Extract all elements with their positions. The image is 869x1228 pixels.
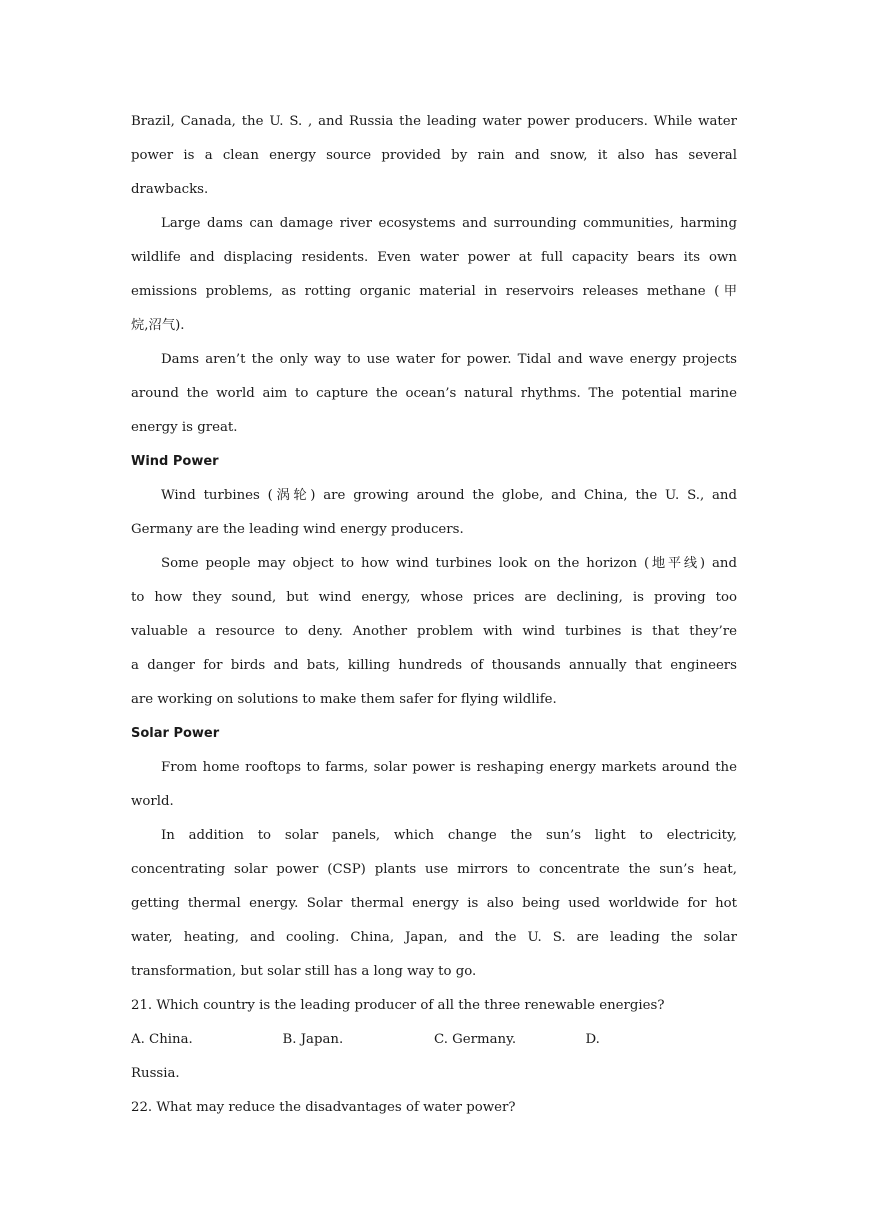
section-heading-wind: Wind Power	[131, 454, 219, 469]
text-line: water, heating, and cooling. China, Japan, and the U. S. are leading the solar	[131, 930, 737, 945]
text-line: Dams aren’t the only way to use water for power. Tidal and wave energy projects	[161, 352, 737, 367]
paragraph-solar-csp	[131, 819, 737, 989]
section-heading-solar: Solar Power	[131, 726, 220, 741]
question-text: 22. What may reduce the disadvantages of water power?	[131, 1100, 516, 1115]
text-line: 烷,沼气).	[131, 318, 185, 333]
text-line: valuable a resource to deny. Another problem with wind turbines is that they’re	[131, 624, 737, 639]
option-d-text: Russia.	[131, 1066, 180, 1081]
text-line: Germany are the leading wind energy producers.	[131, 522, 464, 537]
text-line: Brazil, Canada, the U. S. , and Russia the leading water power producers. While water	[131, 114, 737, 129]
text-line: Large dams can damage river ecosystems and surrounding communities, harming	[161, 216, 737, 231]
text-line: wildlife and displacing residents. Even water power at full capacity bears its own	[131, 250, 737, 265]
paragraph-wind-turbines	[131, 479, 737, 547]
question-21	[131, 989, 737, 1091]
paragraph-wind-objections	[131, 547, 737, 717]
text-line: power is a clean energy source provided by rain and snow, it also has several	[131, 148, 737, 163]
paragraph-water-producers	[131, 105, 737, 207]
text-line: From home rooftops to farms, solar power is reshaping energy markets around the	[161, 760, 737, 775]
text-line: emissions problems, as rotting organic material in reservoirs releases methane (甲	[131, 284, 737, 299]
text-line: are working on solutions to make them safer for flying wildlife.	[131, 692, 557, 707]
option-c: C. Germany.	[434, 1032, 517, 1047]
text-line: Wind turbines (涡轮) are growing around the globe, and China, the U. S., and	[161, 488, 737, 503]
text-line: transformation, but solar still has a long way to go.	[131, 964, 477, 979]
text-line: drawbacks.	[131, 182, 209, 197]
question-text: 21. Which country is the leading producer of all the three renewable energies?	[131, 998, 665, 1013]
text-line: to how they sound, but wind energy, whose prices are declining, is proving too	[131, 590, 737, 605]
text-line: energy is great.	[131, 420, 238, 435]
text-line: Some people may object to how wind turbines look on the horizon (地平线) and	[161, 556, 737, 571]
option-a: A. China.	[131, 1032, 193, 1047]
text-line: concentrating solar power (CSP) plants use mirrors to concentrate the sun’s heat,	[131, 862, 737, 877]
answer-options	[131, 1023, 737, 1057]
paragraph-large-dams	[131, 207, 737, 343]
text-line: getting thermal energy. Solar thermal energy is also being used worldwide for hot	[131, 896, 737, 911]
question-22	[131, 1091, 737, 1125]
article-body	[131, 105, 737, 1125]
option-b: B. Japan.	[282, 1032, 344, 1047]
paragraph-solar-rooftops	[131, 751, 737, 819]
option-d: D.	[585, 1032, 600, 1047]
text-line: around the world aim to capture the ocean’s natural rhythms. The potential marine	[131, 386, 737, 401]
paragraph-tidal-wave	[131, 343, 737, 445]
text-line: a danger for birds and bats, killing hundreds of thousands annually that engineers	[131, 658, 737, 673]
text-line: world.	[131, 794, 174, 809]
text-line: In addition to solar panels, which change the sun’s light to electricity,	[161, 828, 737, 843]
